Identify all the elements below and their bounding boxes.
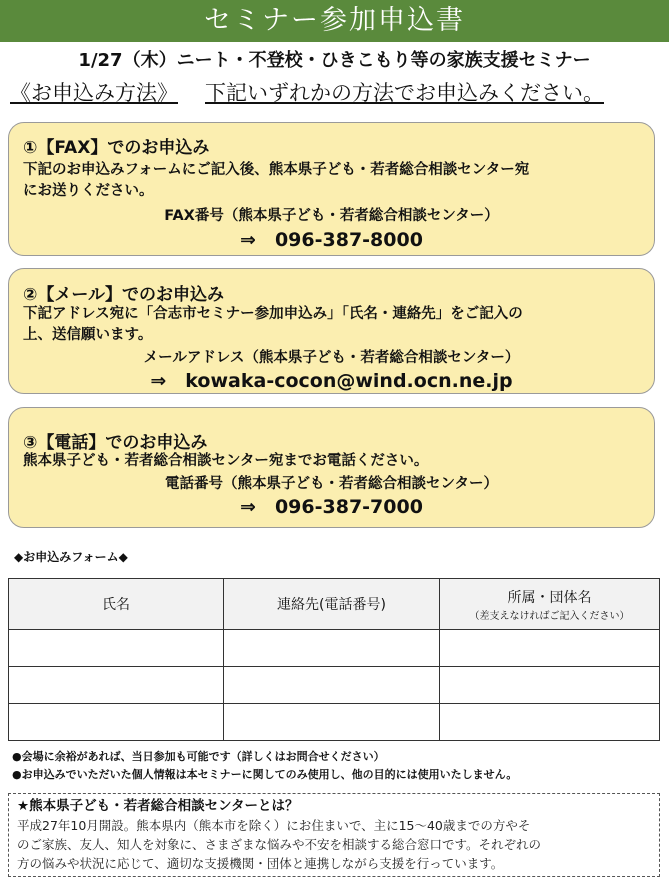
mail-address-label: メールアドレス（熊本県子ども・若者総合相談センター） xyxy=(143,350,520,366)
phone-number: ⇒ 096-387-7000 xyxy=(240,496,423,518)
mail-address[interactable]: ⇒ kowaka-cocon@wind.ocn.ne.jp xyxy=(150,370,513,392)
phone-box xyxy=(8,407,655,528)
note-privacy: ●お申込みでいただいた個人情報は本セミナーに関してのみ使用し、他の目的には使用いたしません。 xyxy=(12,768,518,781)
name-cell[interactable] xyxy=(9,667,224,704)
mail-desc xyxy=(23,304,643,346)
table-row xyxy=(9,667,660,704)
page-title: セミナー参加申込書 xyxy=(0,0,669,42)
org-cell[interactable] xyxy=(440,630,660,667)
name-cell[interactable] xyxy=(9,630,224,667)
about-title: ★熊本県子ども・若者総合相談センターとは？ xyxy=(17,798,299,814)
method-label: 《お申込み方法》 xyxy=(10,81,178,105)
name-cell[interactable] xyxy=(9,704,224,741)
phone-desc xyxy=(23,451,643,472)
about-line3: 方の悩みや状況に応じて、適切な支援機関・団体と連携しながら支援を行っています。 xyxy=(17,856,504,871)
contact-cell[interactable] xyxy=(224,630,440,667)
fax-heading: ①【FAX】でのお申込み xyxy=(23,138,210,158)
col-org-header xyxy=(440,579,660,630)
method-line xyxy=(10,79,660,107)
about-center-box xyxy=(8,793,660,877)
col-contact-header: 連絡先(電話番号) xyxy=(224,579,440,630)
fax-number-label: FAX番号（熊本県子ども・若者総合相談センター） xyxy=(164,208,499,224)
table-row xyxy=(9,704,660,741)
method-text: 下記いずれかの方法でお申込みください。 xyxy=(205,81,604,105)
phone-heading: ③【電話】でのお申込み xyxy=(23,433,208,453)
fax-desc-line1: 下記のお申込みフォームにご記入後、熊本県子ども・若者総合相談センター宛 xyxy=(23,162,530,178)
about-line1: 平成27年10月開設。熊本県内（熊本市を除く）にお住まいで、主に15～40歳までの方やそ xyxy=(17,818,531,833)
form-label: ◆お申込みフォーム◆ xyxy=(14,550,128,564)
phone-desc-line1: 熊本県子ども・若者総合相談センター宛までお電話ください。 xyxy=(23,453,429,469)
fax-box xyxy=(8,122,655,256)
note-same-day: ●会場に余裕があれば、当日参加も可能です（詳しくはお問合せください） xyxy=(12,750,385,763)
fax-desc xyxy=(23,160,643,202)
org-cell[interactable] xyxy=(440,704,660,741)
about-line2: のご家族、友人、知人を対象に、さまざまな悩みや不安を相談する総合窓口です。それぞれの xyxy=(17,837,542,852)
fax-number: ⇒ 096-387-8000 xyxy=(240,229,423,251)
application-form-table xyxy=(8,578,660,741)
mail-desc-line2: 上、送信願います。 xyxy=(23,327,153,343)
seminar-title: 1/27（木）ニート・不登校・ひきこもり等の家族支援セミナー xyxy=(78,50,591,71)
fax-desc-line2: にお送りください。 xyxy=(23,183,154,199)
contact-cell[interactable] xyxy=(224,667,440,704)
table-header-row xyxy=(9,579,660,630)
about-body xyxy=(17,816,651,873)
table-row xyxy=(9,630,660,667)
phone-number-label: 電話番号（熊本県子ども・若者総合相談センター） xyxy=(165,476,498,492)
org-cell[interactable] xyxy=(440,667,660,704)
col-name-header: 氏名 xyxy=(9,579,224,630)
mail-heading: ②【メール】でのお申込み xyxy=(23,285,225,305)
col-org-title: 所属・団体名 xyxy=(507,589,592,606)
mail-box xyxy=(8,268,655,394)
mail-desc-line1: 下記アドレス宛に「合志市セミナー参加申込み」「氏名・連絡先」をご記入の xyxy=(23,306,523,322)
contact-cell[interactable] xyxy=(224,704,440,741)
col-org-note: （差支えなければご記入ください） xyxy=(469,610,630,622)
